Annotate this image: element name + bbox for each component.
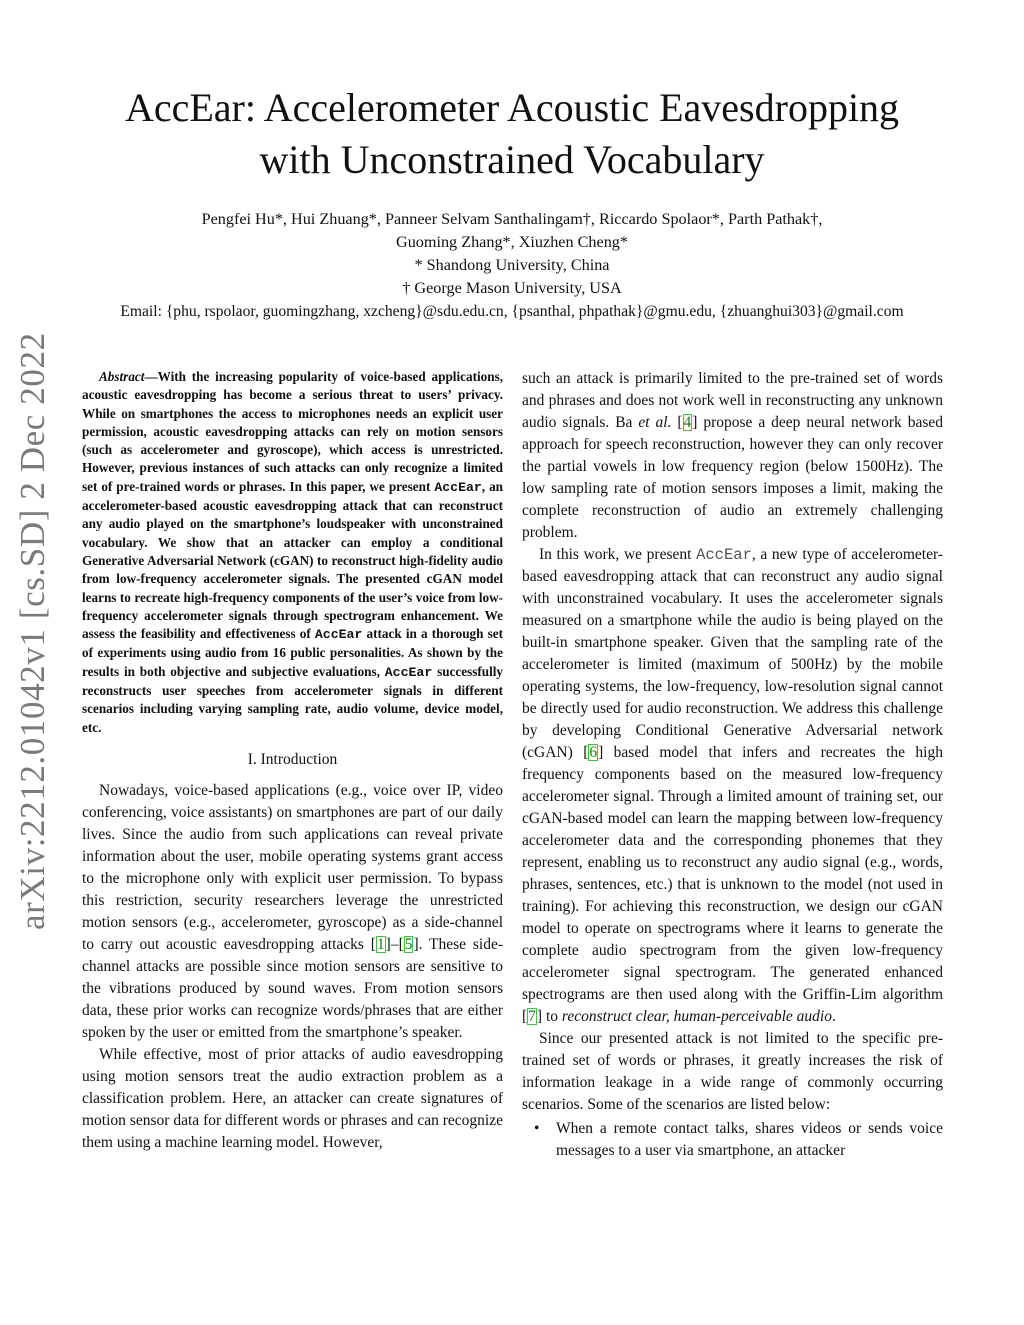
author-emails: Email: {phu, rspolaor, guomingzhang, xzcheng}@sdu.edu.cn, {psanthal, phpathak}@gmu.edu, {zhuanghui303}@gmail.com [120, 303, 904, 320]
paper-title [0, 82, 1024, 186]
abstract-name-3: AccEar [384, 664, 433, 680]
section-heading-introduction: I. Introduction [247, 750, 338, 768]
abstract-text-2: , an accelerometer-based acoustic eavesdropping attack that can reconstruct any audio played on the smartphone’s loudspeaker with unconstrained vocabulary. We show that an attacker can employ a conditional Generative Adversarial Network (cGAN) to reconstruct high-fidelity audio from low-frequency accelerometer signals. The presented cGAN model learns to recreate high-frequency components of the user’s voice from low-frequency accelerometer signals through spectrogram enhancement. We assess the feasibility and effectiveness of [82, 478, 504, 642]
emphasis-text: reconstruct clear, human-perceivable audio [561, 1008, 832, 1025]
citation-link[interactable]: 5 [404, 935, 413, 953]
intro-paragraph-2: While effective, most of prior attacks of audio eavesdropping using motion sensors treat the audio extraction problem as a classification problem. Here, an attacker can create signatures of motion sensor data for different words or phrases and can recognize them using a machine learning model. However, [82, 1045, 503, 1151]
affiliation-1: * Shandong University, China [414, 256, 610, 274]
author-block [40, 208, 984, 300]
abstract-label: Abstract [99, 369, 145, 384]
abstract-name-1: AccEar [434, 479, 482, 495]
intro-text: based model that infers and recreates the high frequency components based on the measured low-frequency accelerometer signal. Through a limited amount of training set, our cGAN-based model can learn the mapping between low-frequency accelerometer data and the corresponding phonemes that they represent, enabling us to reconstruct any audio signal (e.g., words, phrases, sentences, etc.) that is unknown to the model (not used in training). For achieving this reconstruction, we design our cGAN model to operate on spectrograms where it learns to generate the complete audio spectrogram from the given low-frequency accelerometer signal spectrogram. The generated enhanced spectrograms are then used along with the Griffin-Lim algorithm [522, 744, 943, 1003]
scenario-list [522, 1118, 943, 1162]
abstract [82, 368, 503, 737]
abstract-dash: — [144, 369, 158, 384]
intro-text: . [831, 1008, 836, 1025]
intro-text: such an attack is primarily limited to the pre-trained set of words and phrases and does not work well in reconstructing any unknown audio signals. Ba [522, 370, 943, 431]
affiliation-2: † George Mason University, USA [402, 279, 622, 297]
et-al: et al. [638, 414, 672, 431]
abstract-text-4: successfully reconstructs user speeches from accelerometer signals in different scenarios including varying sampling rate, audio volume, device model, etc. [82, 663, 504, 735]
intro-text: . These side-channel attacks are possible since motion sensors are sensitive to the vibrations produced by sound waves. From motion sensors data, these prior works can recognize words/phrases that are either spoken by the user or emitted from the smartphone’s speaker. [82, 935, 503, 1041]
intro-paragraph-3: In this work, we present AccEar, a new type of accelerometer-based eavesdropping attack that can reconstruct any audio signal with unconstrained vocabulary. It uses the accelerometer signals measured on a smartphone while the audio is being played on the built-in smartphone speaker. Given that the sampling rate of the accelerometer is limited (maximum of 500Hz) by the mobile operating systems, the low-frequency, low-resolution signal cannot be directly used for audio reconstruction. We address this challenge by developing Conditional Generative Adversarial network (cGAN) [6] based model that infers and recreates the high frequency components based on the measured low-frequency accelerometer signal. Through a limited amount of training set, our cGAN-based model can learn the mapping between low-frequency accelerometer data and the corresponding phonemes that they represent, enabling us to reconstruct any audio signal (e.g., words, phrases, sentences, etc.) that is unknown to the model (not used in training). For achieving this reconstruction, we design our cGAN model to operate on spectrograms where it learns to generate the complete audio spectrogram from the given low-frequency accelerometer signal spectrogram. The generated enhanced spectrograms are then used along with the Griffin-Lim algorithm [7] to reconstruct clear, human-perceivable audio. [522, 546, 943, 1025]
authors-line-1: Pengfei Hu*, Hui Zhuang*, Panneer Selvam Santhalingam†, Riccardo Spolaor*, Parth Pathak†, [201, 210, 823, 228]
title-line-2: with Unconstrained Vocabulary [259, 137, 765, 182]
citation-link[interactable]: 1 [376, 935, 385, 953]
system-name: AccEar [696, 546, 752, 564]
intro-text: In this work, we present [539, 546, 697, 563]
abstract-text-3: attack in a thorough set of experiments using audio from 16 public personalities. As shown by the results in both objective and subjective evaluations, [82, 626, 503, 679]
bullet-icon: • [534, 1120, 540, 1137]
citation-link[interactable]: 7 [528, 1008, 536, 1025]
authors-line-2: Guoming Zhang*, Xiuzhen Cheng* [396, 233, 628, 251]
arxiv-stamp: arXiv:2212.01042v1 [cs.SD] 2 Dec 2022 [13, 332, 52, 930]
intro-paragraph-1: Nowadays, voice-based applications (e.g., voice over IP, video conferencing, voice assistants) on smartphones are part of our daily lives. Since the audio from such applications can reveal private information about the user, mobile operating systems grant access to the microphone only with explicit user permission. To bypass this restriction, security researchers leverage the unrestricted motion sensors (e.g., accelerometer, gyroscope) as a side-channel to carry out acoustic eavesdropping attacks [1]–[5]. These side-channel attacks are possible since motion sensors are sensitive to the vibrations produced by sound waves. From motion sensors data, these prior works can recognize words/phrases that are either spoken by the user or emitted from the smartphone’s speaker. [82, 781, 503, 1041]
citation-link[interactable]: 4 [683, 414, 692, 431]
intro-text: , a new type of accelerometer-based eavesdropping attack that can reconstruct any audio signal with unconstrained vocabulary. It uses the accelerometer signals measured on a smartphone while the audio is being played on the built-in smartphone speaker. Given that the sampling rate of the accelerometer is limited (maximum of 500Hz) by the mobile operating systems, the low-frequency, low-resolution signal cannot be directly used for audio reconstruction. We address this challenge by developing Conditional Generative Adversarial network (cGAN) [522, 546, 943, 761]
intro-paragraph-2-cont: such an attack is primarily limited to the pre-trained set of words and phrases and does not work well in reconstructing any unknown audio signals. Ba et al. [4] propose a deep neural network based approach for speech reconstruction, however they can only recover the partial vowels in low frequency region (below 1500Hz). The low sampling rate of motion sensors imposes a limit, making the complete reconstruction of audio an extremely challenging problem. [522, 370, 943, 541]
citation-link[interactable]: 6 [589, 744, 598, 761]
abstract-text-1: With the increasing popularity of voice-based applications, acoustic eavesdropping has become a serious threat to users’ privacy. While on smartphones the access to microphones needs an explicit user permission, acoustic eavesdropping attacks can rely on motion sensors (such as accelerometer and gyroscope), which access is unrestricted. However, previous instances of such attacks can only recognize a limited set of pre-trained words or phrases. In this paper, we present [82, 369, 503, 494]
title-line-1: AccEar: Accelerometer Acoustic Eavesdropping [124, 85, 900, 130]
left-column [82, 368, 503, 1154]
intro-paragraph-4: Since our presented attack is not limited to the specific pre-trained set of words or phrases, it greatly increases the risk of information leakage in a wide range of commonly occurring scenarios. Some of the scenarios are listed below: [522, 1030, 943, 1113]
intro-text: Nowadays, voice-based applications (e.g., voice over IP, video conferencing, voice assistants) on smartphones are part of our daily lives. Since the audio from such applications can reveal private information about the user, mobile operating systems grant access to the microphone only with explicit user permission. To bypass this restriction, security researchers leverage the unrestricted motion sensors (e.g., accelerometer, gyroscope) as a side-channel to carry out acoustic eavesdropping attacks [82, 781, 503, 953]
right-column [522, 368, 943, 1162]
citation-range-dash: – [390, 935, 399, 953]
intro-text: propose a deep neural network based approach for speech reconstruction, however they can only recover the partial vowels in low frequency region (below 1500Hz). The low sampling rate of motion sensors imposes a limit, making the complete reconstruction of audio an extremely challenging problem. [522, 414, 943, 541]
intro-text: to [542, 1008, 562, 1025]
list-item [534, 1118, 943, 1162]
list-item-text: When a remote contact talks, shares videos or sends voice messages to a user via smartphone, an attacker [556, 1120, 943, 1159]
abstract-name-2: AccEar [314, 627, 363, 643]
